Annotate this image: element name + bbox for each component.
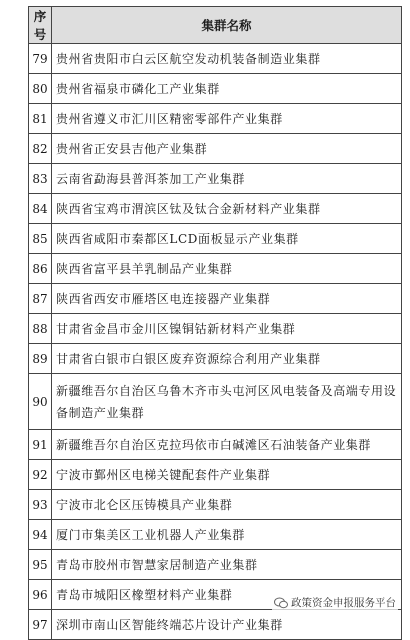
cluster-name: 甘肃省金昌市金川区镍铜钴新材料产业集群 (52, 314, 402, 344)
cluster-name: 厦门市集美区工业机器人产业集群 (52, 520, 402, 550)
row-number: 86 (29, 254, 52, 284)
row-number: 93 (29, 490, 52, 520)
table-row (29, 44, 402, 74)
row-number: 80 (29, 74, 52, 104)
cluster-name: 陕西省咸阳市秦都区LCD面板显示产业集群 (52, 224, 402, 254)
cluster-name: 新疆维吾尔自治区乌鲁木齐市头屯河区风电装备及高端专用设备制造产业集群 (52, 374, 402, 430)
table-row (29, 430, 402, 460)
row-number: 81 (29, 104, 52, 134)
cluster-name: 宁波市北仑区压铸模具产业集群 (52, 490, 402, 520)
cluster-name: 新疆维吾尔自治区克拉玛依市白碱滩区石油装备产业集群 (52, 430, 402, 460)
table-row (29, 74, 402, 104)
header-num: 序号 (29, 7, 52, 44)
table-row (29, 490, 402, 520)
row-number: 85 (29, 224, 52, 254)
table-header-row (29, 7, 402, 44)
cluster-name: 青岛市胶州市智慧家居制造产业集群 (52, 550, 402, 580)
cluster-table (28, 6, 402, 640)
watermark (272, 595, 398, 610)
row-number: 92 (29, 460, 52, 490)
row-number: 90 (29, 374, 52, 430)
row-number: 87 (29, 284, 52, 314)
table-row (29, 314, 402, 344)
cluster-name: 贵州省贵阳市白云区航空发动机装备制造业集群 (52, 44, 402, 74)
table-row (29, 610, 402, 640)
cluster-name: 贵州省福泉市磷化工产业集群 (52, 74, 402, 104)
cluster-name: 贵州省正安县吉他产业集群 (52, 134, 402, 164)
table-row (29, 254, 402, 284)
watermark-text: 政策资金申报服务平台 (291, 597, 396, 609)
row-number: 94 (29, 520, 52, 550)
cluster-name: 宁波市鄞州区电梯关键配套件产业集群 (52, 460, 402, 490)
cluster-name: 陕西省富平县羊乳制品产业集群 (52, 254, 402, 284)
row-number: 79 (29, 44, 52, 74)
header-name: 集群名称 (52, 7, 402, 44)
table-row (29, 520, 402, 550)
row-number: 91 (29, 430, 52, 460)
row-number: 84 (29, 194, 52, 224)
table-row (29, 104, 402, 134)
table-row (29, 550, 402, 580)
row-number: 82 (29, 134, 52, 164)
table-row (29, 374, 402, 430)
cluster-name: 贵州省遵义市汇川区精密零部件产业集群 (52, 104, 402, 134)
table-row (29, 344, 402, 374)
row-number: 83 (29, 164, 52, 194)
row-number: 96 (29, 580, 52, 610)
table-row (29, 460, 402, 490)
cluster-name: 青岛市城阳区橡塑材料产业集群 (52, 580, 402, 610)
row-number: 95 (29, 550, 52, 580)
table-row (29, 284, 402, 314)
cluster-name: 陕西省西安市雁塔区电连接器产业集群 (52, 284, 402, 314)
cluster-name: 云南省勐海县普洱茶加工产业集群 (52, 164, 402, 194)
cluster-name: 甘肃省白银市白银区废弃资源综合利用产业集群 (52, 344, 402, 374)
table-row (29, 134, 402, 164)
cluster-name: 陕西省宝鸡市渭滨区钛及钛合金新材料产业集群 (52, 194, 402, 224)
row-number: 89 (29, 344, 52, 374)
table-row (29, 164, 402, 194)
table-row (29, 224, 402, 254)
row-number: 97 (29, 610, 52, 640)
wechat-icon (274, 597, 288, 609)
table-row (29, 194, 402, 224)
cluster-name: 深圳市南山区智能终端芯片设计产业集群 (52, 610, 402, 640)
row-number: 88 (29, 314, 52, 344)
